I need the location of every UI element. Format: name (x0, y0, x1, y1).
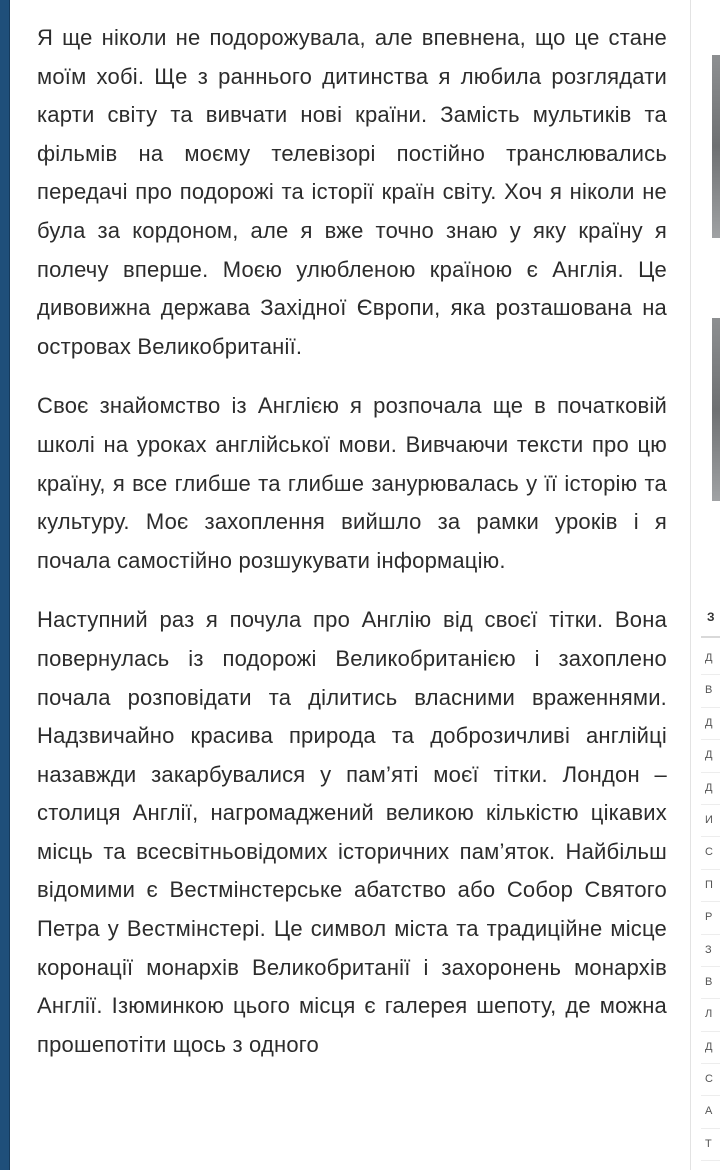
sidebar-link-label: Т (705, 1137, 712, 1150)
sidebar-link[interactable] (701, 1064, 720, 1096)
sidebar-link-label: Л (705, 1008, 713, 1021)
sidebar-link[interactable] (701, 773, 720, 805)
sidebar (691, 0, 720, 1170)
sidebar-link-label: Д (705, 716, 713, 729)
sidebar-link-label: Д (705, 652, 713, 664)
sidebar-link[interactable] (701, 967, 720, 999)
sidebar-link[interactable] (701, 1032, 720, 1064)
sidebar-link[interactable] (701, 870, 720, 902)
sidebar-link-label: Д (705, 781, 713, 794)
sidebar-link-label: С (705, 846, 713, 859)
sidebar-link[interactable] (701, 837, 720, 869)
article-paragraph-2: Своє знайомство із Англією я розпочала ще в початковій школі на уроках англійської мови. Вивчаючи тексти про цю країну, я все глибше та глибше занурювалась у її історію та культуру. Моє захоплення вийшло за рамки уроків і я почала самостійно розшукувати інформацію. (37, 393, 667, 573)
left-accent-bar (0, 0, 10, 1170)
sidebar-link[interactable] (701, 1096, 720, 1128)
sidebar-link-label: С (705, 1073, 713, 1086)
sidebar-link-label: З (705, 943, 712, 956)
sidebar-link-label: Д (705, 749, 713, 762)
article-paragraph-3: Наступний раз я почула про Англію від своєї тітки. Вона повернулась із подорожі Великобританією і захоплено почала розповідати та ділитись власними враженнями. Надзвичайно красива природа та доброзичливі англійці назавжди закарбувалися у пам’яті моєї тітки. Лондон – столиця Англії, нагромаджений великою кількістю цікавих місць та всесвітньовідомих історичних пам’яток. Найбільш відомими є Вестмінстерське абатство або Собор Святого Петра у Вестмінстері. Це символ міста та традиційне місце коронації монархів Великобританії і захоронень монархів Англії. Ізюминкою цього місця є галерея шепоту, де можна прошепотіти щось з одного (37, 607, 667, 1057)
sidebar-link[interactable] (701, 1129, 720, 1161)
sidebar-link-label: П (705, 878, 713, 891)
sidebar-link-list (701, 643, 720, 1161)
sidebar-link-label: В (705, 975, 713, 988)
sidebar-link[interactable] (701, 708, 720, 740)
article-paragraph-1: Я ще ніколи не подорожувала, але впевнена, що це стане моїм хобі. Ще з раннього дитинства я любила розглядати карти світу та вивчати нові країни. Замість мультиків та фільмів на моєму телевізорі постійно транслювались передачі про подорожі та історії країн світу. Хоч я ніколи не була за кордоном, але я вже точно знаю у яку країну я полечу вперше. Моєю улюбленою країною є Англія. Це дивовижна держава Західної Європи, яка розташована на островах Великобританії. (37, 25, 667, 359)
sidebar-link-label: И (705, 813, 713, 826)
sidebar-link[interactable] (701, 935, 720, 967)
sidebar-link[interactable] (701, 643, 720, 675)
sidebar-section-title: З (707, 610, 715, 624)
article-body (37, 19, 667, 1085)
sidebar-link[interactable] (701, 805, 720, 837)
sidebar-link[interactable] (701, 999, 720, 1031)
sidebar-section-header (701, 600, 720, 638)
sidebar-link[interactable] (701, 740, 720, 772)
sidebar-link[interactable] (701, 675, 720, 707)
sidebar-link-label: А (705, 1105, 713, 1118)
sidebar-thumbnail-1[interactable] (712, 55, 720, 238)
sidebar-link-label: Р (705, 911, 713, 924)
sidebar-link-label: В (705, 684, 713, 697)
sidebar-link-label: Д (705, 1040, 713, 1053)
sidebar-thumbnail-2[interactable] (712, 318, 720, 501)
sidebar-link[interactable] (701, 902, 720, 934)
